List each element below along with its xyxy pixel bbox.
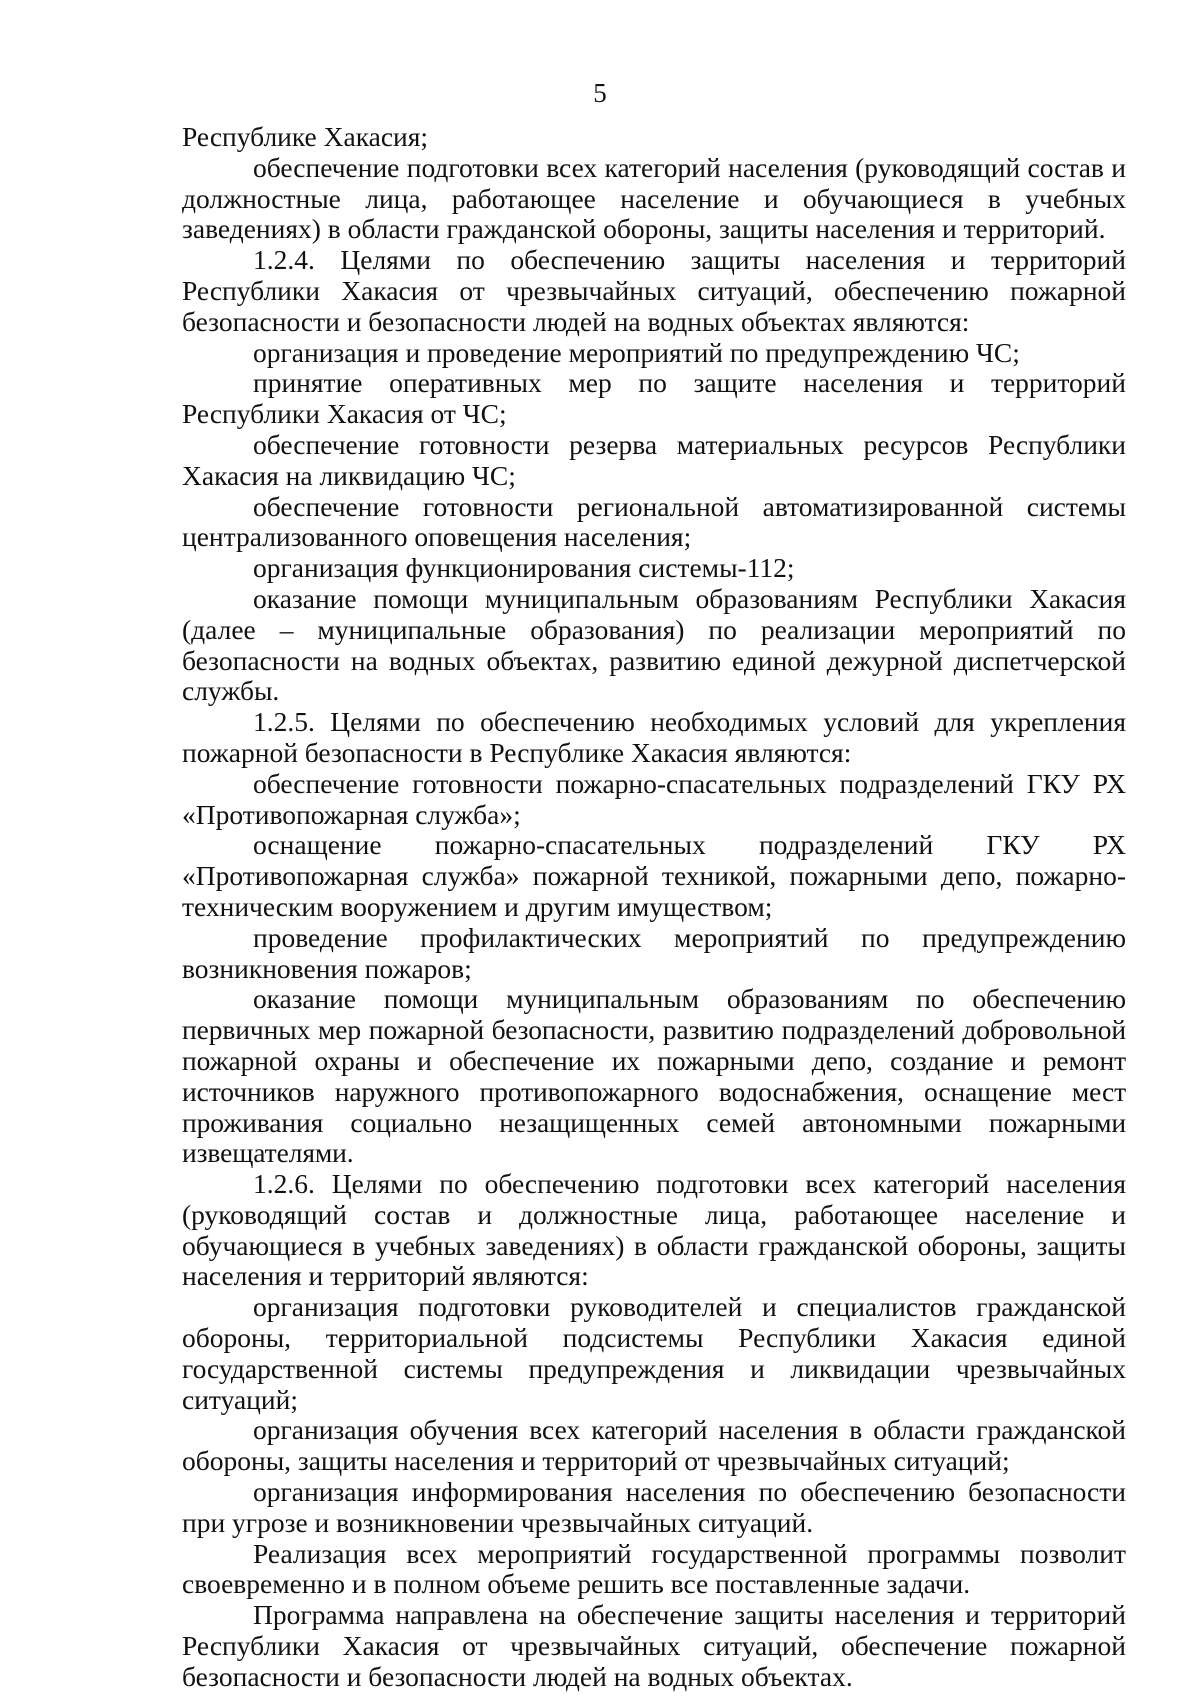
list-item-paragraph: оказание помощи муниципальным образованиям по обеспечению первичных мер пожарной безопасности, развитию подразделений добровольной пожарной охраны и обеспечение их пожарными депо, создание и ремонт источников наружного противопожарного водоснабжения, оснащение мест проживания социально незащищенных семей автономными пожарными извещателями.	[182, 983, 1126, 1169]
list-item-paragraph: обеспечение готовности региональной автоматизированной системы централизованного оповещения населения;	[182, 490, 1126, 553]
list-item-paragraph: организация подготовки руководителей и специалистов гражданской обороны, территориальной подсистемы Республики Хакасия единой государственной системы предупреждения и ликвидации чрезвычайных ситуаций;	[182, 1291, 1126, 1415]
list-item-paragraph: оснащение пожарно-спасательных подразделений ГКУ РХ «Противопожарная служба» пожарной техникой, пожарными депо, пожарно-техническим вооружением и другим имуществом;	[182, 829, 1126, 922]
section-1-2-6-paragraph: 1.2.6. Целями по обеспечению подготовки всех категорий населения (руководящий состав и должностные лица, работающее население и обучающиеся в учебных заведениях) в области гражданской обороны, защиты населения и территорий являются:	[182, 1168, 1126, 1292]
section-1-2-4-paragraph: 1.2.4. Целями по обеспечению защиты населения и территорий Республики Хакасия от чрезвычайных ситуаций, обеспечению пожарной безопасности и безопасности людей на водных объектах являются:	[182, 244, 1126, 337]
list-item-paragraph: организация функционирования системы-112;	[253, 552, 795, 584]
list-item-paragraph: организация информирования населения по обеспечению безопасности при угрозе и возникновении чрезвычайных ситуаций.	[182, 1476, 1126, 1538]
paragraph-continuation: Республике Хакасия;	[182, 121, 429, 152]
paragraph: обеспечение подготовки всех категорий населения (руководящий состав и должностные лица, работающее население и обучающиеся в учебных заведениях) в области гражданской обороны, защиты населения и территорий.	[182, 151, 1126, 245]
list-item-paragraph: организация и проведение мероприятий по предупреждению ЧС;	[253, 336, 1020, 368]
list-item-paragraph: обеспечение готовности пожарно-спасательных подразделений ГКУ РХ «Противопожарная служба»;	[182, 767, 1126, 830]
list-item-paragraph: оказание помощи муниципальным образованиям Республики Хакасия (далее – муниципальные образования) по реализации мероприятий по безопасности на водных объектах, развитию единой дежурной диспетчерской службы.	[182, 582, 1126, 707]
document-body	[182, 122, 1126, 1693]
summary-paragraph: Программа направлена на обеспечение защиты населения и территорий Республики Хакасия от чрезвычайных ситуаций, обеспечение пожарной безопасности и безопасности людей на водных объектах.	[182, 1599, 1126, 1692]
summary-paragraph: Реализация всех мероприятий государственной программы позволит своевременно и в полном объеме решить все поставленные задачи.	[182, 1537, 1126, 1600]
list-item-paragraph: организация обучения всех категорий населения в области гражданской обороны, защиты населения и территорий от чрезвычайных ситуаций;	[182, 1414, 1126, 1477]
list-item-paragraph: принятие оперативных мер по защите населения и территорий Республики Хакасия от ЧС;	[182, 367, 1126, 430]
section-1-2-5-paragraph: 1.2.5. Целями по обеспечению необходимых условий для укрепления пожарной безопасности в Республике Хакасия являются:	[182, 706, 1126, 768]
list-item-paragraph: проведение профилактических мероприятий по предупреждению возникновения пожаров;	[182, 921, 1126, 984]
list-item-paragraph: обеспечение готовности резерва материальных ресурсов Республики Хакасия на ликвидацию ЧС;	[182, 428, 1126, 491]
page-number: 5	[593, 78, 607, 108]
